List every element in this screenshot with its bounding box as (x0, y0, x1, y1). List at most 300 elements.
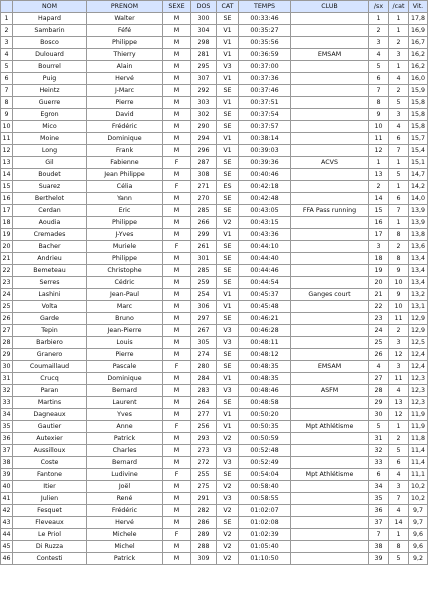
cell-nom: Mico (13, 121, 87, 133)
cell-vitesse: 13,4 (409, 265, 428, 277)
cell-club (291, 325, 369, 337)
cell-club (291, 25, 369, 37)
cell-temps: 00:37:46 (239, 85, 291, 97)
cell-temps: 00:39:03 (239, 145, 291, 157)
cell-nom: Boudet (13, 169, 87, 181)
cell-nom: Lashini (13, 289, 87, 301)
cell-sexe: M (163, 97, 191, 109)
cell-temps: 00:50:35 (239, 421, 291, 433)
cell-prenom: Eric (87, 205, 163, 217)
cell-dos: 285 (191, 265, 217, 277)
cell-vitesse: 10,2 (409, 493, 428, 505)
cell-vitesse: 15,1 (409, 157, 428, 169)
cell-prenom: Philippe (87, 37, 163, 49)
cell-rank-cat: 11 (389, 373, 409, 385)
cell-dos: 287 (191, 157, 217, 169)
cell-dos: 274 (191, 349, 217, 361)
cell-rank-cat: 5 (389, 553, 409, 565)
cell-sexe: M (163, 397, 191, 409)
cell-rank-sexe: 5 (369, 61, 389, 73)
cell-dos: 290 (191, 121, 217, 133)
cell-prenom: Charles (87, 445, 163, 457)
cell-nom: Aussilloux (13, 445, 87, 457)
cell-rank: 43 (1, 517, 13, 529)
cell-dos: 305 (191, 337, 217, 349)
cell-rank: 37 (1, 445, 13, 457)
table-row (1, 277, 428, 289)
cell-temps: 01:10:50 (239, 553, 291, 565)
cell-rank-cat: 1 (389, 157, 409, 169)
cell-temps: 00:48:12 (239, 349, 291, 361)
cell-rank: 28 (1, 337, 13, 349)
cell-dos: 266 (191, 217, 217, 229)
cell-nom: Fesquet (13, 505, 87, 517)
table-row (1, 49, 428, 61)
cell-rank-sexe: 30 (369, 409, 389, 421)
table-row (1, 361, 428, 373)
cell-rank-cat: 4 (389, 469, 409, 481)
cell-rank-sexe: 32 (369, 445, 389, 457)
table-row (1, 337, 428, 349)
header-rank-sexe: /sx (369, 1, 389, 13)
cell-rank: 44 (1, 529, 13, 541)
cell-rank: 27 (1, 325, 13, 337)
cell-nom: Bosco (13, 37, 87, 49)
header-prenom: PRENOM (87, 1, 163, 13)
cell-sexe: M (163, 505, 191, 517)
cell-sexe: M (163, 517, 191, 529)
cell-sexe: M (163, 325, 191, 337)
cell-rank-sexe: 2 (369, 181, 389, 193)
cell-cat: ES (217, 181, 239, 193)
cell-rank-sexe: 24 (369, 325, 389, 337)
table-row (1, 481, 428, 493)
cell-rank: 23 (1, 277, 13, 289)
table-row (1, 421, 428, 433)
cell-rank: 40 (1, 481, 13, 493)
cell-rank-cat: 2 (389, 37, 409, 49)
cell-rank: 4 (1, 49, 13, 61)
cell-rank: 11 (1, 133, 13, 145)
cell-sexe: F (163, 181, 191, 193)
cell-dos: 296 (191, 145, 217, 157)
cell-rank-cat: 3 (389, 361, 409, 373)
cell-prenom: Dominique (87, 373, 163, 385)
cell-dos: 294 (191, 133, 217, 145)
cell-cat: V3 (217, 61, 239, 73)
cell-rank: 29 (1, 349, 13, 361)
cell-prenom: Philippe (87, 217, 163, 229)
cell-prenom: Michele (87, 529, 163, 541)
cell-cat: V3 (217, 325, 239, 337)
cell-dos: 309 (191, 553, 217, 565)
cell-club: Ganges court (291, 289, 369, 301)
cell-temps: 01:02:39 (239, 529, 291, 541)
cell-cat: V1 (217, 229, 239, 241)
cell-rank-sexe: 27 (369, 373, 389, 385)
table-row (1, 505, 428, 517)
cell-club (291, 373, 369, 385)
cell-prenom: J-Marc (87, 85, 163, 97)
cell-prenom: Hervé (87, 73, 163, 85)
cell-club (291, 541, 369, 553)
cell-dos: 293 (191, 433, 217, 445)
cell-club (291, 445, 369, 457)
cell-rank-sexe: 13 (369, 169, 389, 181)
cell-prenom: Joël (87, 481, 163, 493)
cell-vitesse: 15,8 (409, 97, 428, 109)
table-row (1, 493, 428, 505)
cell-temps: 00:52:49 (239, 457, 291, 469)
cell-rank-cat: 5 (389, 445, 409, 457)
cell-temps: 00:50:59 (239, 433, 291, 445)
cell-prenom: Bernard (87, 385, 163, 397)
cell-sexe: F (163, 421, 191, 433)
cell-nom: Coste (13, 457, 87, 469)
cell-rank-cat: 6 (389, 457, 409, 469)
cell-sexe: M (163, 109, 191, 121)
cell-vitesse: 9,7 (409, 505, 428, 517)
cell-vitesse: 13,9 (409, 217, 428, 229)
cell-temps: 00:44:10 (239, 241, 291, 253)
cell-rank-cat: 3 (389, 109, 409, 121)
cell-nom: Suarez (13, 181, 87, 193)
cell-prenom: Ludivine (87, 469, 163, 481)
cell-vitesse: 11,8 (409, 433, 428, 445)
cell-prenom: Alain (87, 61, 163, 73)
cell-vitesse: 12,9 (409, 325, 428, 337)
cell-prenom: Yann (87, 193, 163, 205)
cell-nom: Bemeteau (13, 265, 87, 277)
cell-vitesse: 11,9 (409, 409, 428, 421)
table-row (1, 13, 428, 25)
table-row (1, 85, 428, 97)
cell-cat: V1 (217, 145, 239, 157)
cell-rank: 34 (1, 409, 13, 421)
cell-temps: 00:46:21 (239, 313, 291, 325)
cell-cat: V1 (217, 409, 239, 421)
header-dos: DOS (191, 1, 217, 13)
cell-cat: V1 (217, 421, 239, 433)
cell-sexe: M (163, 445, 191, 457)
cell-sexe: M (163, 25, 191, 37)
table-row (1, 553, 428, 565)
table-row (1, 25, 428, 37)
table-row (1, 397, 428, 409)
cell-temps: 00:37:00 (239, 61, 291, 73)
cell-rank-cat: 4 (389, 505, 409, 517)
cell-vitesse: 14,2 (409, 181, 428, 193)
cell-rank-sexe: 11 (369, 133, 389, 145)
cell-vitesse: 11,4 (409, 457, 428, 469)
cell-rank-sexe: 19 (369, 265, 389, 277)
cell-club (291, 73, 369, 85)
cell-vitesse: 16,7 (409, 37, 428, 49)
header-rank (1, 1, 13, 13)
cell-club (291, 493, 369, 505)
cell-temps: 00:58:40 (239, 481, 291, 493)
cell-cat: SE (217, 121, 239, 133)
cell-nom: Dagneaux (13, 409, 87, 421)
cell-cat: V3 (217, 493, 239, 505)
cell-nom: Martins (13, 397, 87, 409)
cell-rank-cat: 1 (389, 25, 409, 37)
cell-temps: 00:37:57 (239, 121, 291, 133)
cell-club (291, 121, 369, 133)
cell-club (291, 241, 369, 253)
cell-sexe: M (163, 313, 191, 325)
cell-temps: 00:37:36 (239, 73, 291, 85)
cell-cat: V1 (217, 49, 239, 61)
cell-dos: 301 (191, 253, 217, 265)
cell-rank-sexe: 3 (369, 37, 389, 49)
cell-vitesse: 12,3 (409, 385, 428, 397)
cell-sexe: M (163, 121, 191, 133)
cell-rank-cat: 1 (389, 421, 409, 433)
cell-temps: 00:48:35 (239, 373, 291, 385)
cell-prenom: Dominique (87, 133, 163, 145)
cell-rank-sexe: 23 (369, 313, 389, 325)
cell-club: ASFM (291, 385, 369, 397)
table-row (1, 229, 428, 241)
cell-club (291, 409, 369, 421)
cell-club (291, 181, 369, 193)
cell-nom: Itier (13, 481, 87, 493)
cell-rank-cat: 4 (389, 73, 409, 85)
cell-prenom: Marc (87, 301, 163, 313)
cell-club (291, 133, 369, 145)
cell-rank-sexe: 7 (369, 529, 389, 541)
cell-rank-cat: 2 (389, 85, 409, 97)
cell-prenom: Muriele (87, 241, 163, 253)
cell-rank: 33 (1, 397, 13, 409)
cell-rank-sexe: 33 (369, 457, 389, 469)
cell-vitesse: 13,1 (409, 301, 428, 313)
cell-cat: V3 (217, 457, 239, 469)
cell-nom: Julien (13, 493, 87, 505)
cell-dos: 273 (191, 445, 217, 457)
cell-rank: 20 (1, 241, 13, 253)
cell-rank-sexe: 29 (369, 397, 389, 409)
cell-club (291, 397, 369, 409)
cell-dos: 267 (191, 325, 217, 337)
cell-cat: V2 (217, 433, 239, 445)
table-row (1, 469, 428, 481)
cell-cat: V1 (217, 25, 239, 37)
cell-rank: 38 (1, 457, 13, 469)
cell-temps: 00:42:18 (239, 181, 291, 193)
cell-dos: 282 (191, 505, 217, 517)
cell-prenom: Walter (87, 13, 163, 25)
cell-prenom: Frank (87, 145, 163, 157)
cell-rank-sexe: 8 (369, 97, 389, 109)
cell-rank-sexe: 39 (369, 553, 389, 565)
cell-vitesse: 16,0 (409, 73, 428, 85)
cell-rank-cat: 5 (389, 97, 409, 109)
cell-dos: 261 (191, 241, 217, 253)
cell-vitesse: 12,5 (409, 337, 428, 349)
cell-rank: 16 (1, 193, 13, 205)
cell-vitesse: 15,8 (409, 109, 428, 121)
cell-club (291, 517, 369, 529)
cell-rank-sexe: 38 (369, 541, 389, 553)
cell-nom: Gautier (13, 421, 87, 433)
cell-sexe: M (163, 85, 191, 97)
cell-rank-cat: 2 (389, 241, 409, 253)
cell-sexe: M (163, 289, 191, 301)
cell-nom: Garde (13, 313, 87, 325)
cell-vitesse: 13,4 (409, 277, 428, 289)
cell-club (291, 193, 369, 205)
table-row (1, 97, 428, 109)
cell-rank-cat: 1 (389, 13, 409, 25)
cell-cat: V2 (217, 541, 239, 553)
table-row (1, 433, 428, 445)
cell-rank: 2 (1, 25, 13, 37)
cell-temps: 00:44:40 (239, 253, 291, 265)
cell-vitesse: 13,2 (409, 289, 428, 301)
header-vitesse: Vit. (409, 1, 428, 13)
cell-club (291, 85, 369, 97)
cell-rank-cat: 7 (389, 145, 409, 157)
cell-rank: 18 (1, 217, 13, 229)
cell-rank-cat: 4 (389, 385, 409, 397)
cell-temps: 00:39:36 (239, 157, 291, 169)
cell-prenom: Jean-Paul (87, 289, 163, 301)
cell-prenom: Anne (87, 421, 163, 433)
cell-prenom: Laurent (87, 397, 163, 409)
cell-rank-cat: 10 (389, 277, 409, 289)
cell-club (291, 529, 369, 541)
cell-rank-sexe: 4 (369, 361, 389, 373)
table-row (1, 109, 428, 121)
cell-vitesse: 13,6 (409, 241, 428, 253)
cell-rank-sexe: 16 (369, 217, 389, 229)
cell-club: ACVS (291, 157, 369, 169)
table-row (1, 409, 428, 421)
cell-cat: V3 (217, 337, 239, 349)
cell-club (291, 145, 369, 157)
cell-cat: SE (217, 253, 239, 265)
cell-sexe: M (163, 229, 191, 241)
cell-sexe: F (163, 241, 191, 253)
cell-rank-sexe: 28 (369, 385, 389, 397)
cell-sexe: M (163, 481, 191, 493)
cell-dos: 272 (191, 457, 217, 469)
cell-sexe: M (163, 409, 191, 421)
cell-rank-sexe: 35 (369, 493, 389, 505)
cell-cat: V2 (217, 481, 239, 493)
cell-prenom: Philippe (87, 253, 163, 265)
cell-dos: 308 (191, 169, 217, 181)
cell-nom: Fantone (13, 469, 87, 481)
table-row (1, 61, 428, 73)
cell-rank: 32 (1, 385, 13, 397)
cell-sexe: M (163, 145, 191, 157)
cell-prenom: J-Yves (87, 229, 163, 241)
cell-rank-cat: 6 (389, 193, 409, 205)
cell-rank-sexe: 4 (369, 49, 389, 61)
cell-sexe: M (163, 277, 191, 289)
cell-rank: 45 (1, 541, 13, 553)
cell-temps: 00:46:28 (239, 325, 291, 337)
cell-cat: V3 (217, 385, 239, 397)
cell-rank: 26 (1, 313, 13, 325)
cell-sexe: F (163, 469, 191, 481)
cell-rank: 1 (1, 13, 13, 25)
cell-prenom: Patrick (87, 433, 163, 445)
cell-prenom: Michel (87, 541, 163, 553)
cell-sexe: M (163, 37, 191, 49)
cell-temps: 00:48:11 (239, 337, 291, 349)
cell-nom: Serres (13, 277, 87, 289)
cell-club (291, 217, 369, 229)
table-row (1, 265, 428, 277)
cell-club (291, 481, 369, 493)
cell-rank: 10 (1, 121, 13, 133)
cell-rank-cat: 6 (389, 133, 409, 145)
cell-cat: SE (217, 109, 239, 121)
cell-rank: 19 (1, 229, 13, 241)
cell-sexe: M (163, 253, 191, 265)
cell-nom: Barbiero (13, 337, 87, 349)
cell-rank-cat: 7 (389, 493, 409, 505)
cell-prenom: Frédéric (87, 121, 163, 133)
cell-nom: Volta (13, 301, 87, 313)
cell-sexe: M (163, 265, 191, 277)
cell-temps: 00:48:58 (239, 397, 291, 409)
cell-dos: 259 (191, 277, 217, 289)
cell-cat: SE (217, 349, 239, 361)
cell-dos: 254 (191, 289, 217, 301)
table-row (1, 289, 428, 301)
cell-prenom: Frédéric (87, 505, 163, 517)
cell-rank-cat: 12 (389, 409, 409, 421)
cell-temps: 00:43:15 (239, 217, 291, 229)
cell-cat: SE (217, 169, 239, 181)
cell-cat: V1 (217, 289, 239, 301)
cell-rank-sexe: 15 (369, 205, 389, 217)
cell-sexe: M (163, 169, 191, 181)
cell-rank-cat: 8 (389, 541, 409, 553)
cell-nom: Hapard (13, 13, 87, 25)
cell-rank-sexe: 25 (369, 337, 389, 349)
cell-rank-cat: 14 (389, 517, 409, 529)
cell-rank-sexe: 5 (369, 421, 389, 433)
cell-nom: Berthelot (13, 193, 87, 205)
cell-club (291, 277, 369, 289)
cell-rank: 22 (1, 265, 13, 277)
cell-prenom: Cédric (87, 277, 163, 289)
cell-vitesse: 9,6 (409, 529, 428, 541)
cell-vitesse: 13,9 (409, 205, 428, 217)
cell-dos: 299 (191, 229, 217, 241)
cell-rank: 36 (1, 433, 13, 445)
cell-sexe: M (163, 133, 191, 145)
cell-vitesse: 16,9 (409, 25, 428, 37)
cell-temps: 00:58:55 (239, 493, 291, 505)
cell-cat: SE (217, 157, 239, 169)
cell-sexe: M (163, 493, 191, 505)
cell-temps: 00:48:35 (239, 361, 291, 373)
table-row (1, 169, 428, 181)
cell-vitesse: 12,9 (409, 313, 428, 325)
cell-rank-cat: 8 (389, 253, 409, 265)
cell-cat: SE (217, 241, 239, 253)
cell-cat: SE (217, 469, 239, 481)
cell-dos: 303 (191, 97, 217, 109)
cell-dos: 292 (191, 85, 217, 97)
